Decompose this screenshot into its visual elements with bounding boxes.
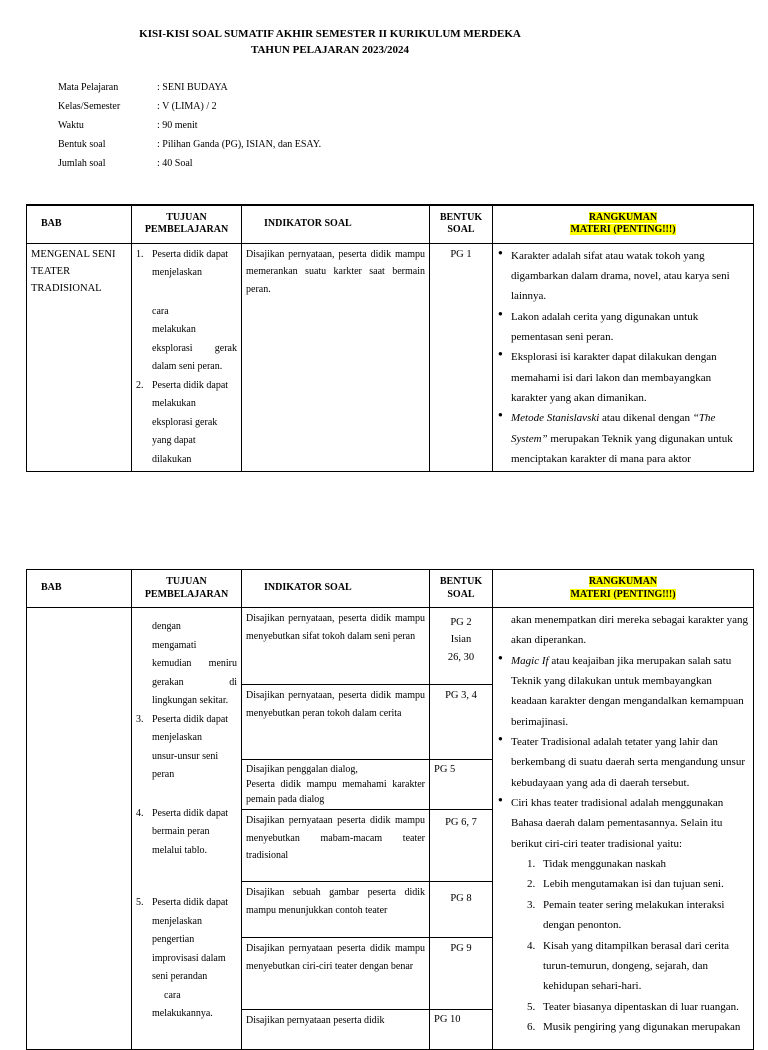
rangkuman-item: ● Teater Tradisional adalah tetater yang lahir dan berkembang di suatu daerah serta mengandung unsur kebudayaan yang ada di daerah tersebut. bbox=[497, 732, 749, 793]
ciri-item: 4. Kisah yang ditampilkan berasal dari cerita turun-temurun, dongeng, sejarah, dan kehidupan sehari-hari. bbox=[527, 939, 730, 993]
indikator-cell: Disajikan penggalan dialog, Peserta didik mampu memahami karakter pemain pada dialog bbox=[242, 760, 430, 810]
table-row bbox=[27, 608, 754, 685]
rangkuman-item: ● Metode Stanislavski atau dikenal dengan “The System” merupakan Teknik yang digunakan untuk menciptakan karakter di mana para aktor bbox=[497, 408, 749, 469]
document-title-line1: KISI-KISI SOAL SUMATIF AKHIR SEMESTER II KURIKULUM MERDEKA bbox=[139, 28, 521, 40]
indikator-cell: Disajikan pernyataan peserta didik mampu menyebutkan mabam-macam teater tradisional bbox=[242, 810, 430, 882]
indikator-cell: Disajikan sebuah gambar peserta didik mampu menunjukkan contoh teater bbox=[242, 882, 430, 938]
header-indikator: INDIKATOR SOAL bbox=[242, 205, 430, 243]
rangkuman-item: ● Eksplorasi isi karakter dapat dilakukan dengan memahami isi dari lakon dan membayangkan karakter yang akan dimanikan. bbox=[497, 347, 749, 408]
bab-cell bbox=[27, 608, 132, 1050]
bentuk-cell: PG 3, 4 bbox=[430, 685, 493, 760]
header-rangkuman: RANGKUMAN MATERI (PENTING!!!) bbox=[493, 205, 754, 243]
header-indikator: INDIKATOR SOAL bbox=[242, 570, 430, 608]
info-value-waktu: : 90 menit bbox=[157, 120, 198, 131]
info-label-jumlah: Jumlah soal bbox=[58, 158, 106, 169]
bentuk-cell: PG 5 bbox=[430, 760, 493, 810]
header-tujuan: TUJUAN PEMBELAJARAN bbox=[132, 570, 242, 608]
ciri-item: 2. Lebih mengutamakan isi dan tujuan seni. bbox=[527, 878, 724, 891]
tujuan-item-1: 1. Peserta didik dapat menjelaskan cara melakukan eksplorasi gerak dalam seni peran. bbox=[136, 248, 237, 372]
info-label-kelas: Kelas/Semester bbox=[58, 101, 121, 112]
header-bentuk: BENTUK SOAL bbox=[430, 570, 493, 608]
header-bab: BAB bbox=[27, 205, 132, 243]
rangkuman-cell: akan menempatkan diri mereka sebagai karakter yang akan diperankan. ● Magic If atau keajaiban jika merupakan salah satu Teknik yang dilakukan untuk membayangkan keadaan karakter dengan mengandalkan kemampuan berimajinasi. ● Teater Tradisional adalah tetater yang lahir dan berkembang di suatu daerah serta mengandung unsur kebudayaan yang ada di daerah tersebut. ● Ciri khas teater tradisional adalah menggunakan Bahasa daerah dalam pementasannya. Selain itu berikut ciri-ciri teater tradisional yaitu: 1. Tidak menggunakan naskah 2. Lebih mengutamakan isi dan tujuan seni. 3. Pemain teater sering melakukan interaksi dengan penonton. 4. Kisah yang ditampilkan berasal dari cerita turun-temurun, dongeng, sejarah, dan kehidupan sehari-hari. 5. Teater biasanya dipentaskan di luar ruangan. 6. Musik pengiring yang digunakan merupakan bbox=[493, 608, 754, 1050]
header-rangkuman: RANGKUMAN MATERI (PENTING!!!) bbox=[493, 570, 754, 608]
kisi-kisi-table-page-1 bbox=[26, 204, 754, 472]
tujuan-item-5: 5. Peserta didik dapat menjelaskan pengertian improvisasi dalam seni perandan cara melakukannya. bbox=[136, 897, 229, 1019]
info-label-mapel: Mata Pelajaran bbox=[58, 82, 119, 93]
ciri-item: 6. Musik pengiring yang digunakan merupakan bbox=[527, 1020, 741, 1033]
bentuk-cell: PG 2 Isian 26, 30 bbox=[430, 608, 493, 685]
tujuan-item-2: 2. Peserta didik dapat melakukan eksplorasi gerak yang dapat dilakukan bbox=[136, 379, 229, 465]
header-bentuk: BENTUK SOAL bbox=[430, 205, 493, 243]
rangkuman-item: ● Ciri khas teater tradisional adalah menggunakan Bahasa daerah dalam pementasannya. Selain itu berikut ciri-ciri teater tradisional yaitu: 1. Tidak menggunakan naskah 2. Lebih mengutamakan isi dan tujuan seni. 3. Pemain teater sering melakukan interaksi dengan penonton. 4. Kisah yang ditampilkan berasal dari cerita turun-temurun, dongeng, sejarah, dan kehidupan sehari-hari. 5. Teater biasanya dipentaskan di luar ruangan. 6. Musik pengiring yang digunakan merupakan bbox=[497, 793, 749, 1037]
tujuan-item-4: 4. Peserta didik dapat bermain peran melalui tablo. bbox=[136, 807, 229, 856]
indikator-cell: Disajikan pernyataan peserta didik bbox=[242, 1010, 430, 1050]
bentuk-cell: PG 6, 7 bbox=[430, 810, 493, 882]
info-label-waktu: Waktu bbox=[58, 120, 84, 131]
info-value-mapel: : SENI BUDAYA bbox=[157, 82, 228, 93]
bentuk-cell: PG 8 bbox=[430, 882, 493, 938]
table-header-row bbox=[27, 205, 754, 243]
document-title-line2: TAHUN PELAJARAN 2023/2024 bbox=[250, 44, 410, 56]
rangkuman-item: ● Karakter adalah sifat atau watak tokoh yang digambarkan dalam drama, novel, atau karya seni lainnya. bbox=[497, 246, 749, 307]
info-label-bentuk: Bentuk soal bbox=[58, 139, 106, 150]
rangkuman-item: ● Lakon adalah cerita yang digunakan untuk pementasan seni peran. bbox=[497, 307, 749, 348]
kisi-kisi-table-page-2 bbox=[26, 569, 754, 1050]
indikator-cell: Disajikan pernyataan peserta didik mampu menyebutkan ciri-ciri teater dengan benar bbox=[242, 938, 430, 1010]
tujuan-cell: dengan mengamati kemudian meniru gerakan di lingkungan sekitar. 3. Peserta didik dapat menjelaskan unsur-unsur seni peran 4. Peserta didik dapat bermain peran melalui tablo. 5. Peserta didik dapat menjelaskan pengertian improvisasi dalam seni perandan cara melakukannya. bbox=[132, 608, 242, 1050]
bentuk-cell: PG 10 bbox=[430, 1010, 493, 1050]
ciri-item: 3. Pemain teater sering melakukan interaksi dengan penonton. bbox=[527, 898, 725, 932]
table-row bbox=[27, 243, 754, 472]
header-tujuan: TUJUAN PEMBELAJARAN bbox=[132, 205, 242, 243]
table-header-row bbox=[27, 570, 754, 608]
indikator-cell: Disajikan pernyataan, peserta didik mampu menyebutkan peran tokoh dalam cerita bbox=[242, 685, 430, 760]
info-value-jumlah: : 40 Soal bbox=[157, 158, 193, 169]
rangkuman-item: ● Magic If atau keajaiban jika merupakan salah satu Teknik yang dilakukan untuk membayangkan keadaan karakter dengan mengandalkan kemampuan berimajinasi. bbox=[497, 651, 749, 732]
ciri-item: 5. Teater biasanya dipentaskan di luar ruangan. bbox=[527, 1000, 739, 1013]
rangkuman-cell bbox=[493, 243, 754, 472]
ciri-item: 1. Tidak menggunakan naskah bbox=[527, 858, 667, 871]
bab-cell: MENGENAL SENI TEATER TRADISIONAL bbox=[27, 243, 132, 472]
indikator-cell: Disajikan pernyataan, peserta didik mampu menyebutkan sifat tokoh dalam seni peran bbox=[242, 608, 430, 685]
bentuk-cell: PG 9 bbox=[430, 938, 493, 1010]
info-value-bentuk: : Pilihan Ganda (PG), ISIAN, dan ESAY. bbox=[157, 139, 322, 150]
tujuan-item-3: 3. Peserta didik dapat menjelaskan unsur-unsur seni peran bbox=[136, 713, 229, 780]
bentuk-cell: PG 1 bbox=[430, 243, 493, 472]
info-value-kelas: : V (LIMA) / 2 bbox=[157, 101, 217, 112]
header-bab: BAB bbox=[27, 570, 132, 608]
indikator-cell: Disajikan pernyataan, peserta didik mampu memerankan suatu karkter saat bermain peran. bbox=[242, 243, 430, 472]
tujuan-cell bbox=[132, 243, 242, 472]
